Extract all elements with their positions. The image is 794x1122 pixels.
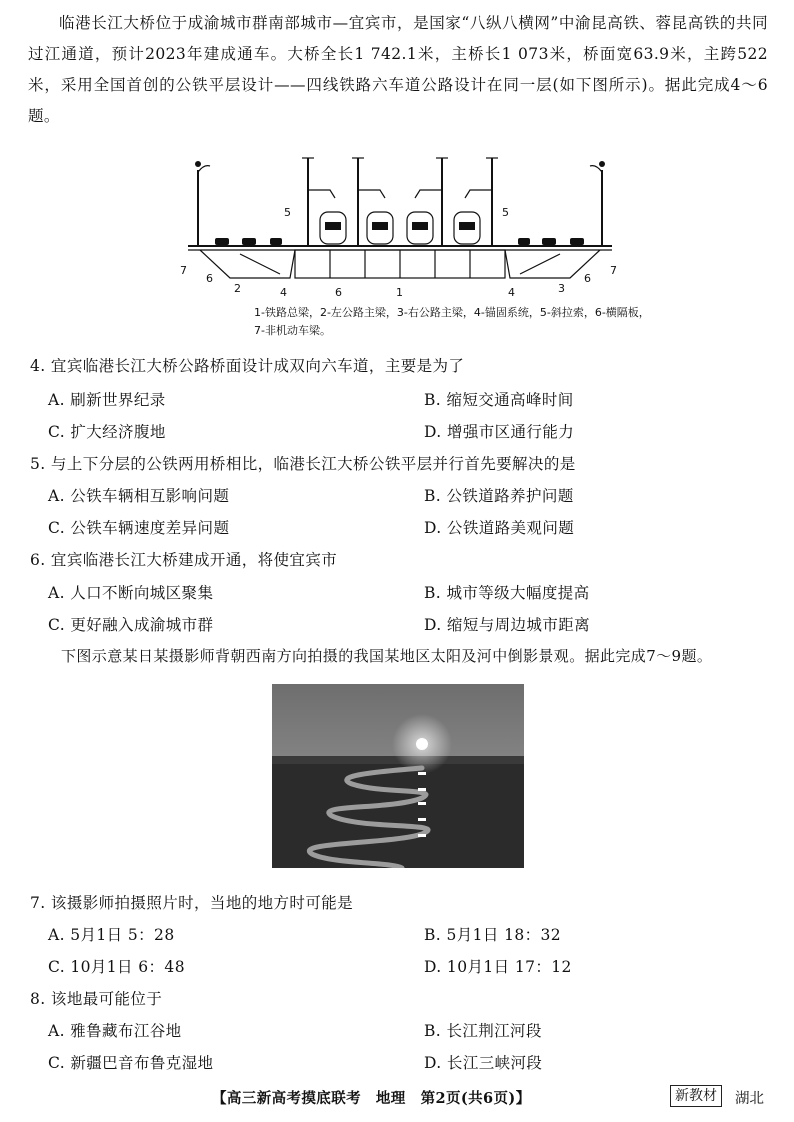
q4-option-b[interactable]: B. 缩短交通高峰时间 [424, 391, 574, 409]
q5-option-a[interactable]: A. 公铁车辆相互影响问题 [48, 487, 230, 505]
bridge-label: 6 [335, 286, 342, 299]
q7-option-d[interactable]: D. 10月1日 17：12 [424, 958, 572, 976]
q5-option-c[interactable]: C. 公铁车辆速度差异问题 [48, 519, 230, 537]
question-5-stem: 5. 与上下分层的公铁两用桥相比，临港长江大桥公铁平层并行首先要解决的是 [30, 455, 576, 473]
q4-option-a[interactable]: A. 刷新世界纪录 [48, 391, 166, 409]
bridge-label: 5 [284, 206, 291, 219]
q5-option-b[interactable]: B. 公铁道路养护问题 [424, 487, 574, 505]
q6-option-a[interactable]: A. 人口不断向城区聚集 [48, 584, 214, 602]
bridge-caption-line1: 1-铁路总梁，2-左公路主梁，3-右公路主梁，4-锚固系统，5-斜拉索，6-横隔板， [254, 306, 650, 319]
question-8-stem: 8. 该地最可能位于 [30, 990, 163, 1008]
bridge-caption-line2: 7-非机动车梁。 [254, 324, 331, 337]
q8-option-a[interactable]: A. 雅鲁藏布江谷地 [48, 1022, 182, 1040]
q7-option-a[interactable]: A. 5月1日 5：28 [48, 926, 175, 944]
question-6-stem: 6. 宜宾临港长江大桥建成开通，将使宜宾市 [30, 551, 338, 569]
bridge-label: 6 [584, 272, 591, 285]
q6-option-d[interactable]: D. 缩短与周边城市距离 [424, 616, 591, 634]
bridge-cross-section-diagram [180, 150, 620, 310]
bridge-label: 4 [508, 286, 515, 299]
bridge-label: 2 [234, 282, 241, 295]
q8-option-b[interactable]: B. 长江荆江河段 [424, 1022, 542, 1040]
new-textbook-badge: 新教材 [670, 1085, 722, 1107]
q7-option-c[interactable]: C. 10月1日 6：48 [48, 958, 185, 976]
page-footer: 【高三新高考摸底联考 地理 第2页(共6页)】 [212, 1090, 531, 1107]
sunset-river-photo [272, 684, 524, 868]
q8-option-d[interactable]: D. 长江三峡河段 [424, 1054, 543, 1072]
bridge-label: 4 [280, 286, 287, 299]
question-7-stem: 7. 该摄影师拍摄照片时，当地的地方时可能是 [30, 894, 354, 912]
bridge-label: 7 [610, 264, 617, 277]
q6-option-b[interactable]: B. 城市等级大幅度提高 [424, 584, 590, 602]
region-label: 湖北 [735, 1091, 764, 1107]
question-4-stem: 4. 宜宾临港长江大桥公路桥面设计成双向六车道，主要是为了 [30, 357, 465, 375]
intro-sunset-passage: 下图示意某日某摄影师背朝西南方向拍摄的我国某地区太阳及河中倒影景观。据此完成7～9题。 [61, 647, 713, 665]
intro-bridge-passage: 临港长江大桥位于成渝城市群南部城市—宜宾市，是国家“八纵八横网”中渝昆高铁、蓉昆高铁的共同过江通道，预计2023年建成通车。大桥全长1 742.1米，主桥长1 073米，桥面宽63.9米，主跨522米，采用全国首创的公铁平层设计——四线铁路六车道公路设计在同一层(如下图所示)。据此完成4～6题。 [28, 14, 768, 125]
bridge-label: 3 [558, 282, 565, 295]
q6-option-c[interactable]: C. 更好融入成渝城市群 [48, 616, 214, 634]
bridge-label: 7 [180, 264, 187, 277]
q5-option-d[interactable]: D. 公铁道路美观问题 [424, 519, 575, 537]
q4-option-d[interactable]: D. 增强市区通行能力 [424, 423, 575, 441]
bridge-label: 1 [396, 286, 403, 299]
bridge-label: 5 [502, 206, 509, 219]
q8-option-c[interactable]: C. 新疆巴音布鲁克湿地 [48, 1054, 214, 1072]
q4-option-c[interactable]: C. 扩大经济腹地 [48, 423, 166, 441]
bridge-label: 6 [206, 272, 213, 285]
q7-option-b[interactable]: B. 5月1日 18：32 [424, 926, 562, 944]
